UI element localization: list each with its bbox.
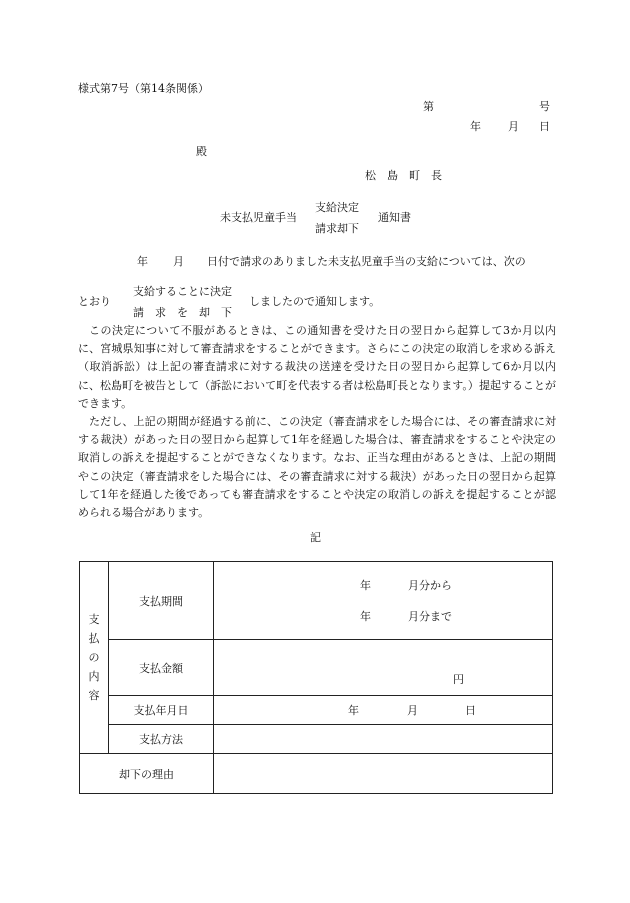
body-line2-prefix: とおり (78, 295, 111, 308)
form-number: 様式第7号（第14条関係） (78, 82, 209, 95)
table-row-rejection-reason (80, 754, 553, 794)
label-payment-method: 支払方法 (109, 725, 214, 754)
table-row-payment-method (80, 725, 553, 754)
label-payment-amount: 支払金額 (109, 640, 214, 696)
date-day: 日 (539, 120, 550, 133)
value-payment-period[interactable] (214, 562, 553, 640)
table-row-period (80, 562, 553, 640)
title-option-rejection: 請求却下 (315, 222, 359, 235)
doc-number-suffix: 号 (539, 100, 550, 113)
body-year: 年 (137, 255, 148, 268)
title-main: 未支払児童手当 (220, 211, 297, 224)
body-line1-text: 日付で請求のありました未支払児童手当の支給については、次の (207, 255, 526, 268)
amount-unit: 円 (453, 673, 464, 686)
body-option-decision: 支給することに決定 (133, 285, 232, 298)
notice-paragraph-1: この決定について不服があるときは、この通知書を受けた日の翌日から起算して3か月以内に、宮城県知事に対して審査請求をすることができます。さらにこの決定の取消しを求める訴え（取消訴訟）は上記の審査請求に対する裁決の送達を受けた日の翌日から起算して6か月以内に、松島町を被告として（訴訟において町を代表する者は松島町長となります。）提起することができます。 (78, 324, 556, 410)
doc-number-prefix: 第 (423, 100, 434, 113)
label-payment-date: 支払年月日 (109, 696, 214, 725)
payment-date-year: 年 (348, 704, 359, 717)
period-from-month: 月分から (408, 579, 452, 592)
label-rejection-reason: 却下の理由 (80, 754, 214, 794)
table-row-payment-date (80, 696, 553, 725)
period-to-year: 年 (360, 610, 371, 623)
period-to-month: 月分まで (408, 610, 452, 623)
title-suffix: 通知書 (378, 211, 411, 224)
group-label-payment-content: 支 払 の 内 容 (80, 562, 109, 754)
table-row-amount (80, 640, 553, 696)
issuer: 松 島 町 長 (365, 169, 442, 182)
payment-date-day: 日 (465, 704, 476, 717)
date-year: 年 (470, 120, 481, 133)
value-rejection-reason[interactable] (214, 754, 553, 794)
body-line2-suffix: しましたので通知します。 (249, 295, 381, 308)
title-option-decision: 支給決定 (315, 201, 359, 214)
payment-details-table (79, 561, 553, 794)
value-payment-method[interactable] (214, 725, 553, 754)
addressee-suffix: 殿 (196, 145, 207, 158)
payment-date-month: 月 (407, 704, 418, 717)
body-month: 月 (173, 255, 184, 268)
value-payment-amount[interactable] (214, 640, 553, 696)
label-payment-period: 支払期間 (109, 562, 214, 640)
value-payment-date[interactable] (214, 696, 553, 725)
ki-heading: 記 (310, 531, 321, 544)
notice-paragraph-2: ただし、上記の期間が経過する前に、この決定（審査請求をした場合には、その審査請求に対する裁決）があった日の翌日から起算して1年を経過した場合は、審査請求をすることや決定の取消しの訴えを提起することができなくなります。なお、正当な理由があるときは、上記の期間やこの決定（審査請求をした場合には、その審査請求に対する裁決）があった日の翌日から起算して1年を経過した後であっても審査請求をすることや決定の取消しの訴えを提起することが認められる場合があります。 (78, 415, 556, 520)
body-option-rejection: 請 求 を 却 下 (133, 306, 232, 319)
period-from-year: 年 (360, 579, 371, 592)
date-month: 月 (508, 120, 519, 133)
